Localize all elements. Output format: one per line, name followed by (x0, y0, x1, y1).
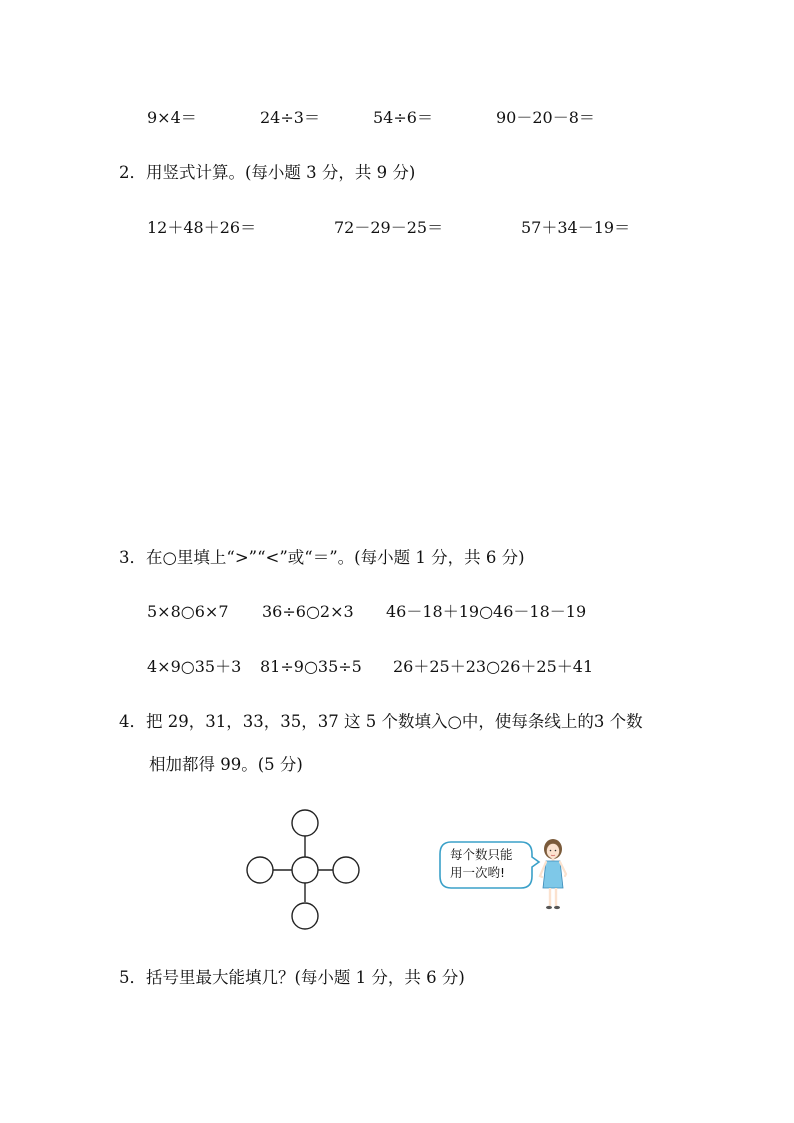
question-3-title: 3．在○里填上“>”“<”或“＝”。(每小题 1 分，共 6 分) (119, 548, 525, 567)
q3-row1-item-1: 5×8○6×7 (147, 602, 229, 621)
circle-bottom[interactable] (292, 903, 318, 929)
circle-left[interactable] (247, 857, 273, 883)
bubble-text-line-1: 每个数只能 (450, 847, 513, 862)
expr-1-4: 90－20－8＝ (496, 108, 595, 127)
circle-cross-diagram (245, 808, 375, 933)
question-5-title: 5．括号里最大能填几？(每小题 1 分，共 6 分) (119, 968, 465, 987)
q3-row1-item-2: 36÷6○2×3 (262, 602, 354, 621)
circle-top[interactable] (292, 810, 318, 836)
q2-item-2: 72－29－25＝ (334, 218, 444, 237)
q2-item-1: 12＋48＋26＝ (147, 218, 257, 237)
q3-row1-item-3: 46－18＋19○46－18－19 (386, 602, 587, 621)
expr-1-1: 9×4＝ (147, 108, 197, 127)
q2-item-3: 57＋34－19＝ (521, 218, 631, 237)
question-4-line-1: 4．把 29，31，33，35，37 这 5 个数填入○中，使每条线上的3 个数 (119, 712, 643, 731)
expr-1-2: 24÷3＝ (260, 108, 320, 127)
q3-row2-item-2: 81÷9○35÷5 (260, 657, 362, 676)
q3-row2-item-3: 26＋25＋23○26＋25＋41 (393, 657, 594, 676)
circle-center[interactable] (292, 857, 318, 883)
bubble-text-line-2: 用一次哟! (450, 865, 506, 880)
circle-right[interactable] (333, 857, 359, 883)
question-2-title: 2．用竖式计算。(每小题 3 分，共 9 分) (119, 163, 416, 182)
q3-row2-item-1: 4×9○35＋3 (147, 657, 242, 676)
expr-1-3: 54÷6＝ (373, 108, 433, 127)
question-4-line-2: 相加都得 99。(5 分) (149, 755, 303, 774)
girl-illustration (535, 838, 571, 912)
